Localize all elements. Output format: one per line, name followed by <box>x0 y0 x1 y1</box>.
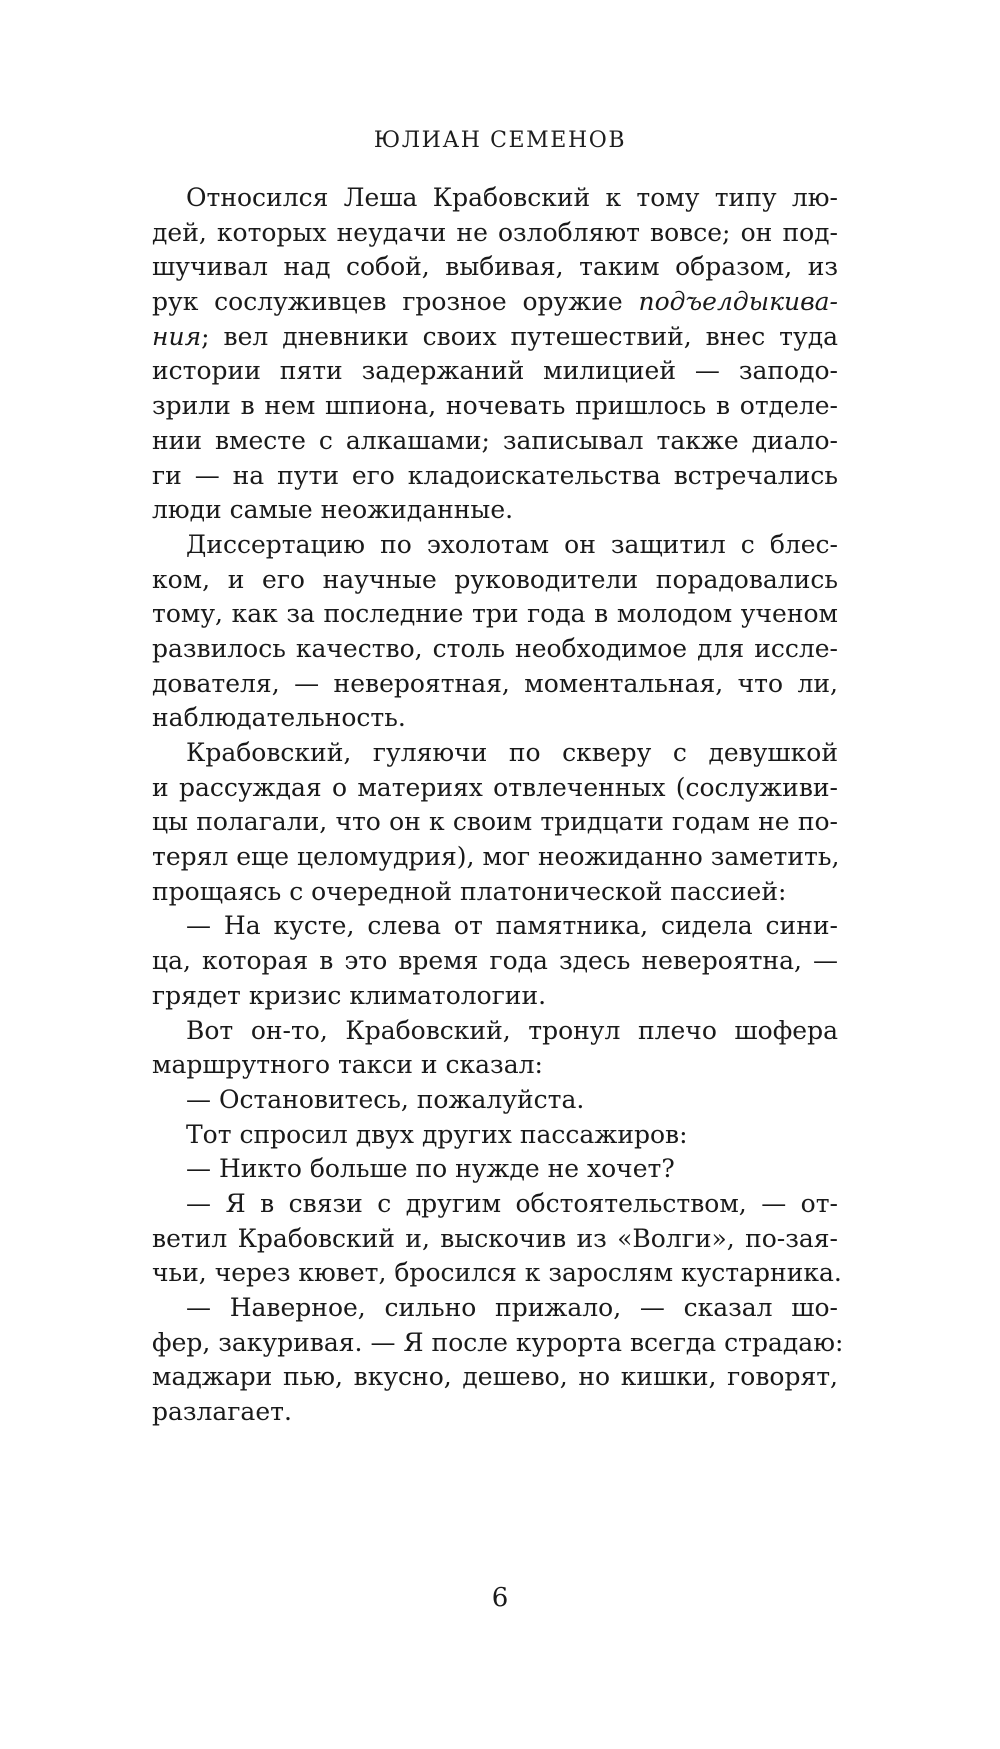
text-line: — Остановитесь, пожалуйста. <box>186 1084 585 1114</box>
text-line: разлагает. <box>152 1397 292 1427</box>
text-line: ком, и его научные руководители порадовались <box>152 564 838 594</box>
text-line: — Я в связи с другим обстоятельством, — от- <box>186 1188 838 1218</box>
text-line: Вот он-то, Крабовский, тронул плечо шофера <box>186 1015 838 1045</box>
body-text <box>152 181 844 1430</box>
text-line: дователя, — невероятная, моментальная, что ли, <box>152 668 838 698</box>
text-line: цы полагали, что он к своим тридцати годам не по- <box>152 807 838 837</box>
text-line <box>152 285 838 320</box>
italic-term: ния <box>152 321 202 351</box>
text-line: прощаясь с очередной платонической пассией: <box>152 876 787 906</box>
text-line: ги — на пути его кладоискательства встречались <box>152 460 838 490</box>
text-line: дей, которых неудачи не озлобляют вовсе; он под- <box>152 217 838 247</box>
page-number: 6 <box>491 1583 509 1613</box>
italic-term: подъелдыкива- <box>638 287 838 317</box>
text-line: маршрутного такси и сказал: <box>152 1050 543 1080</box>
text-line: и рассуждая о материях отвлеченных (сослуживи- <box>152 772 838 802</box>
text-line: ца, которая в это время года здесь невероятна, — <box>152 946 838 976</box>
text-line: — На кусте, слева от памятника, сидела сини- <box>186 911 838 941</box>
text-line: люди самые неожиданные. <box>152 495 514 525</box>
text-line: Относился Леша Крабовский к тому типу лю- <box>186 183 838 212</box>
text-line: — Наверное, сильно прижало, — сказал шо- <box>186 1293 838 1322</box>
text-line: ветил Крабовский и, выскочив из «Волги», по-зая- <box>152 1223 838 1253</box>
text-line <box>152 320 838 355</box>
text-line: тому, как за последние три года в молодом ученом <box>152 599 838 629</box>
text-line: истории пяти задержаний милицией — заподо- <box>152 356 838 386</box>
text-line: маджари пью, вкусно, дешево, но кишки, говорят, <box>152 1362 838 1392</box>
running-head: ЮЛИАН СЕМЕНОВ <box>373 128 627 153</box>
text-segment: рук сослуживцев грозное оружие <box>152 287 639 317</box>
text-line: чьи, через кювет, бросился к зарослям кустарника. <box>152 1258 842 1288</box>
text-line: зрили в нем шпиона, ночевать пришлось в отделе- <box>152 391 838 421</box>
text-line: шучивал над собой, выбивая, таким образом, из <box>152 252 838 282</box>
text-line: — Никто больше по нужде не хочет? <box>186 1154 675 1184</box>
text-line: Крабовский, гуляючи по скверу с девушкой <box>186 738 838 767</box>
text-line: грядет кризис климатологии. <box>152 980 547 1010</box>
text-line: фер, закуривая. — Я после курорта всегда страдаю: <box>152 1327 844 1357</box>
text-line: развилось качество, столь необходимое для иссле- <box>152 633 838 663</box>
text-line: нии вместе с алкашами; записывал также диало- <box>152 425 838 455</box>
text-segment: ; вел дневники своих путешествий, внес туда <box>201 321 838 351</box>
text-line: наблюдательность. <box>152 703 406 733</box>
text-line: терял еще целомудрия), мог неожиданно заметить, <box>152 842 840 872</box>
text-line: Диссертацию по эхолотам он защитил с блес- <box>186 529 838 559</box>
text-line: Тот спросил двух других пассажиров: <box>186 1119 688 1149</box>
